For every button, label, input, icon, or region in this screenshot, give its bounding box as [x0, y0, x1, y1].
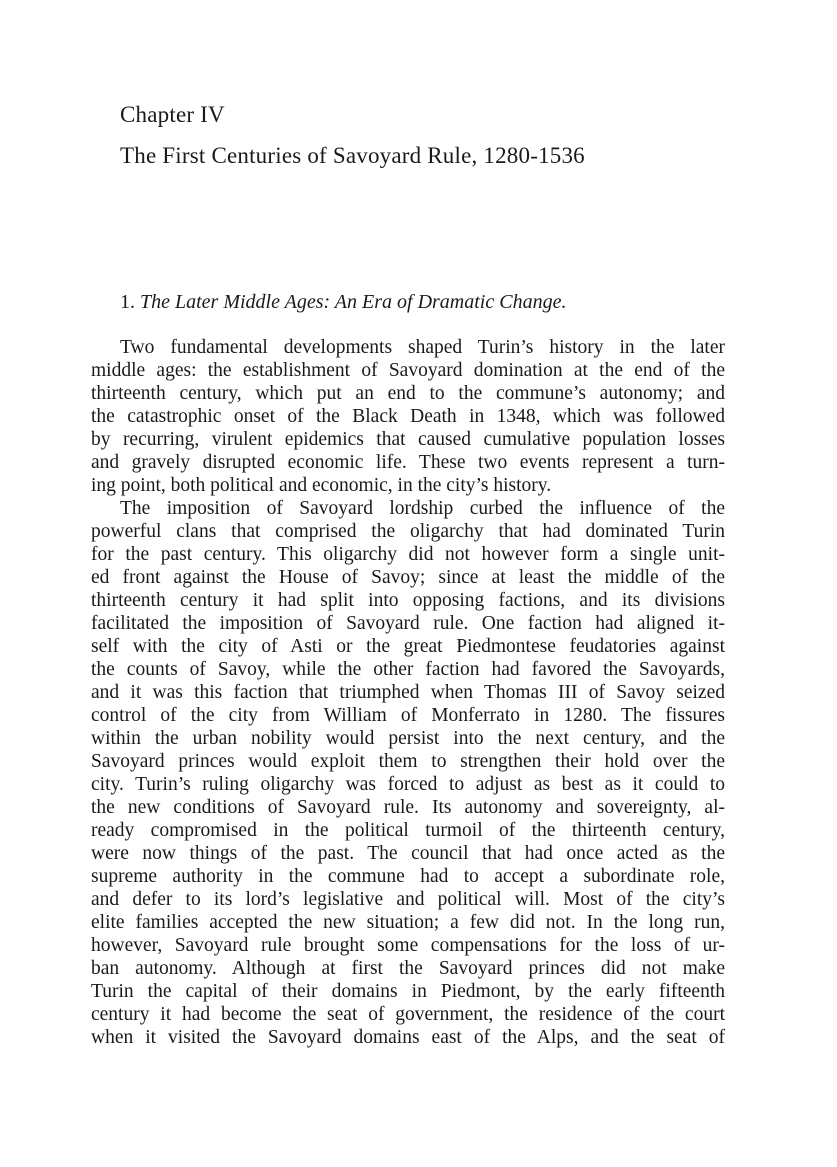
paragraph-2-line: and it was this faction that triumphed when Thomas III of Savoy seized — [91, 682, 725, 703]
paragraph-1-line: middle ages: the establishment of Savoyard domination at the end of the — [91, 360, 725, 381]
paragraph-1-line: the catastrophic onset of the Black Death in 1348, which was followed — [91, 406, 725, 427]
paragraph-2-line: within the urban nobility would persist into the next century, and the — [91, 728, 725, 749]
paragraph-2-line: city. Turin’s ruling oligarchy was forced to adjust as best as it could to — [91, 774, 725, 795]
section-heading — [120, 288, 566, 316]
paragraph-2-line: facilitated the imposition of Savoyard rule. One faction had aligned it- — [91, 613, 725, 634]
chapter-title: The First Centuries of Savoyard Rule, 1280-1536 — [120, 143, 585, 168]
paragraph-2-line: were now things of the past. The council that had once acted as the — [91, 843, 725, 864]
paragraph-2-line: ed front against the House of Savoy; since at least the middle of the — [91, 567, 725, 588]
paragraph-1-line: by recurring, virulent epidemics that caused cumulative population losses — [91, 429, 725, 450]
paragraph-2-line: the new conditions of Savoyard rule. Its autonomy and sovereignty, al- — [91, 797, 725, 818]
paragraph-2-line: powerful clans that comprised the oligarchy that had dominated Turin — [91, 521, 725, 542]
paragraph-2-line: and defer to its lord’s legislative and political will. Most of the city’s — [91, 889, 725, 910]
paragraph-2-line: self with the city of Asti or the great Piedmontese feudatories against — [91, 636, 725, 657]
paragraph-1-line: ing point, both political and economic, in the city’s history. — [91, 475, 552, 496]
paragraph-1-line: thirteenth century, which put an end to the commune’s autonomy; and — [91, 383, 725, 404]
paragraph-1-line: and gravely disrupted economic life. These two events represent a turn- — [91, 452, 725, 473]
paragraph-2-line: Turin the capital of their domains in Piedmont, by the early fifteenth — [91, 981, 725, 1002]
paragraph-2-line: for the past century. This oligarchy did not however form a single unit- — [91, 544, 725, 565]
paragraph-2-line: Savoyard princes would exploit them to strengthen their hold over the — [91, 751, 725, 772]
chapter-label: Chapter IV — [120, 102, 225, 127]
paragraph-2-line: The imposition of Savoyard lordship curbed the influence of the — [120, 498, 725, 519]
paragraph-2-line: the counts of Savoy, while the other faction had favored the Savoyards, — [91, 659, 725, 680]
paragraph-1-line: Two fundamental developments shaped Turin’s history in the later — [120, 337, 725, 358]
paragraph-2-line: elite families accepted the new situation; a few did not. In the long run, — [91, 912, 725, 933]
body-text — [91, 336, 725, 1049]
paragraph-2-line: control of the city from William of Monferrato in 1280. The fissures — [91, 705, 725, 726]
paragraph-2-line: however, Savoyard rule brought some compensations for the loss of ur- — [91, 935, 725, 956]
section-number: 1. — [120, 291, 135, 313]
paragraph-2-line: ban autonomy. Although at first the Savoyard princes did not make — [91, 958, 725, 979]
section-title: The Later Middle Ages: An Era of Dramatic Change. — [140, 291, 567, 313]
paragraph-2-line: thirteenth century it had split into opposing factions, and its divisions — [91, 590, 725, 611]
paragraph-2-line: ready compromised in the political turmoil of the thirteenth century, — [91, 820, 725, 841]
paragraph-2-line: supreme authority in the commune had to accept a subordinate role, — [91, 866, 725, 887]
paragraph-2-line: when it visited the Savoyard domains east of the Alps, and the seat of — [91, 1027, 725, 1048]
paragraph-2-line: century it had become the seat of government, the residence of the court — [91, 1004, 725, 1025]
